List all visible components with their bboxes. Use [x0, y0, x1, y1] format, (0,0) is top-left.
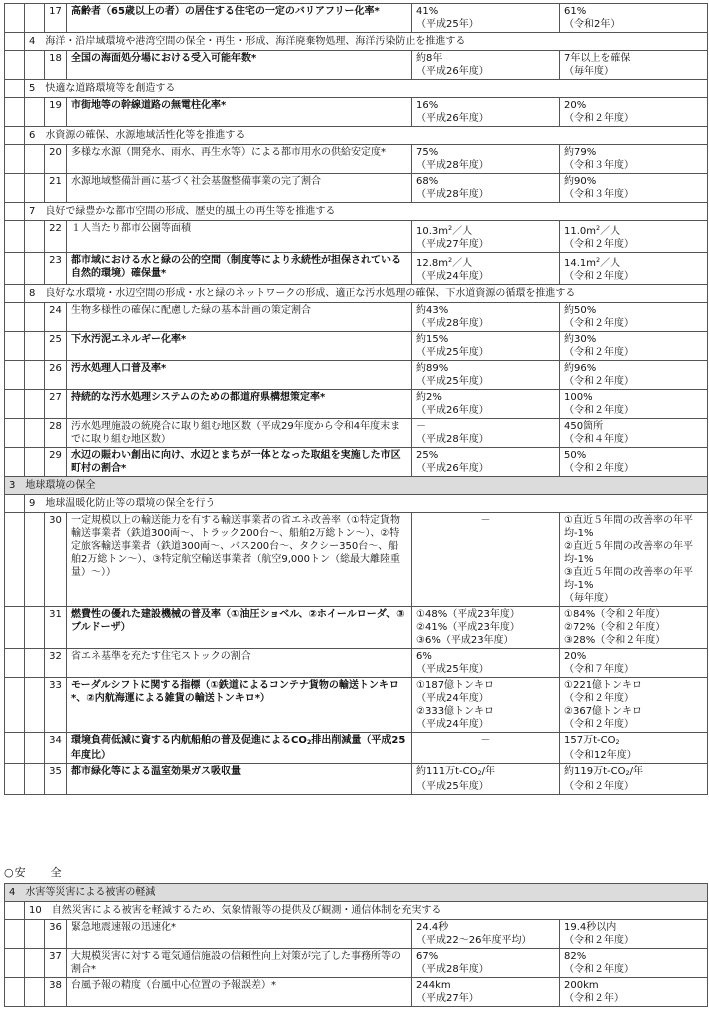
target-value: [560, 174, 708, 203]
indicator-description: 都市緑化等による温室効果ガス吸収量: [67, 764, 412, 795]
baseline-line: 75%: [416, 147, 439, 158]
target-line: 20%: [564, 100, 587, 111]
indent-cell: [25, 678, 45, 733]
policy-row: [5, 495, 708, 513]
target-value: [560, 448, 708, 477]
indicator-description: 生物多様性の確保に配慮した緑の基本計画の策定割合: [67, 303, 412, 332]
baseline-line: $10.3m^2/$人: [416, 224, 473, 237]
target-value: [560, 978, 708, 1007]
target-line: ③直近５年間の改善率の年平均-1%: [564, 567, 693, 591]
indicator-row: [5, 390, 708, 419]
indicator-number: 24: [45, 303, 67, 332]
indicator-description: 全国の海面処分場における受入可能年数*: [67, 51, 412, 80]
baseline-line: 約43%: [416, 305, 449, 316]
indent-cell: [25, 4, 45, 33]
goal-row: [5, 477, 708, 495]
indent-cell: [25, 978, 45, 1007]
target-value: [560, 764, 708, 795]
indent-cell: [25, 649, 45, 678]
baseline-line: －: [416, 421, 426, 432]
target-line: 157万t-CO2: [564, 735, 620, 746]
baseline-line: ③6%（平成23年度）: [416, 635, 514, 646]
target-line: （令和２年度）: [564, 318, 634, 329]
target-line: （令和２年度）: [564, 405, 634, 416]
target-line: （令和７年度）: [564, 664, 634, 675]
indent-cell: [25, 733, 45, 764]
policy-label: 4 海洋・沿岸域環境や港湾空間の保全・再生・形成、海洋廃棄物処理、海洋汚染防止を推進する: [25, 33, 708, 51]
policy-label: 9 地球温暖化防止等の環境の保全を行う: [25, 495, 708, 513]
target-line: 82%: [564, 951, 587, 962]
target-line: （令和２年）: [564, 993, 624, 1004]
target-line: ③28%（令和２年度）: [564, 635, 666, 646]
indent-cell: [25, 419, 45, 448]
indent-cell: [25, 448, 45, 477]
target-value: [560, 253, 708, 285]
indent-cell: [25, 764, 45, 795]
baseline-line: 25%: [416, 450, 439, 461]
policy-row: [5, 33, 708, 51]
indicator-number: 32: [45, 649, 67, 678]
baseline-value: [412, 174, 560, 203]
target-line: 約90%: [564, 176, 597, 187]
baseline-line: （平成24年度）: [416, 719, 489, 730]
target-line: 7年以上を確保: [564, 53, 631, 64]
indent-cell: [5, 949, 25, 978]
indicator-description: 緊急地震速報の迅速化*: [67, 920, 412, 949]
target-line: $14.1m^2/$人: [564, 256, 621, 269]
baseline-value: [412, 98, 560, 127]
indicator-description: モーダルシフトに関する指標（①鉄道によるコンテナ貨物の輸送トンキロ*、②内航海運による雑貨の輸送トンキロ*）: [67, 678, 412, 733]
indent-cell: [5, 145, 25, 174]
indicator-row: [5, 174, 708, 203]
baseline-value: [412, 332, 560, 361]
baseline-line: 68%: [416, 176, 439, 187]
indicator-number: 34: [45, 733, 67, 764]
indent-cell: [5, 174, 25, 203]
target-value: [560, 920, 708, 949]
baseline-line: （平成28年度）: [416, 160, 489, 171]
indicator-number: 17: [45, 4, 67, 33]
baseline-value: [412, 978, 560, 1007]
baseline-line: －: [480, 735, 491, 746]
indicator-number: 33: [45, 678, 67, 733]
indent-cell: [5, 33, 25, 51]
target-line: （令和２年度）: [564, 935, 634, 946]
indent-cell: [5, 902, 25, 920]
policy-row: [5, 203, 708, 221]
indicator-number: 20: [45, 145, 67, 174]
target-line: （毎年度）: [564, 593, 614, 604]
indent-cell: [5, 303, 25, 332]
goal-label: 4 水害等災害による被害の軽減: [5, 884, 708, 902]
indent-cell: [5, 4, 25, 33]
indicator-row: [5, 332, 708, 361]
indicator-row: [5, 51, 708, 80]
baseline-line: ①187億トンキロ: [416, 680, 495, 691]
indent-cell: [25, 920, 45, 949]
baseline-line: （平成25年度）: [416, 376, 489, 387]
target-value: [560, 678, 708, 733]
policy-label: 5 快適な道路環境等を創造する: [25, 80, 708, 98]
baseline-line: （平成27年度）: [416, 239, 489, 250]
target-line: 約119万t-CO2/年: [564, 766, 643, 777]
target-value: [560, 145, 708, 174]
indicator-number: 18: [45, 51, 67, 80]
indicator-description: 水辺の賑わい創出に向け、水辺とまちが一体となった取組を実施した市区町村の割合*: [67, 448, 412, 477]
target-line: 約30%: [564, 334, 597, 345]
target-value: [560, 949, 708, 978]
baseline-value: [412, 419, 560, 448]
target-line: ②直近５年間の改善率の年平均-1%: [564, 541, 693, 565]
indicator-number: 21: [45, 174, 67, 203]
indicator-description: 都市域における水と緑の公的空間（制度等により永続性が担保されている自然的環境）確保量*: [67, 253, 412, 285]
indicator-number: 29: [45, 448, 67, 477]
target-line: （令和２年度）: [564, 271, 634, 282]
baseline-line: （平成25年度）: [416, 781, 489, 792]
indent-cell: [5, 607, 25, 649]
target-line: ②367億トンキロ: [564, 706, 643, 717]
indicator-row: [5, 221, 708, 253]
indent-cell: [5, 733, 25, 764]
baseline-line: （平成28年度）: [416, 189, 489, 200]
baseline-line: 67%: [416, 951, 439, 962]
policy-row: [5, 285, 708, 303]
policy-row: [5, 127, 708, 145]
target-line: 約50%: [564, 305, 597, 316]
indent-cell: [5, 678, 25, 733]
goal-label: 3 地球環境の保全: [5, 477, 708, 495]
indicator-row: [5, 253, 708, 285]
baseline-line: （平成26年度）: [416, 66, 489, 77]
indent-cell: [25, 332, 45, 361]
indicator-row: [5, 764, 708, 795]
indicator-row: [5, 145, 708, 174]
indicator-number: 38: [45, 978, 67, 1007]
indent-cell: [5, 978, 25, 1007]
baseline-line: （平成22～26年度平均）: [416, 935, 532, 946]
indent-cell: [5, 390, 25, 419]
baseline-value: [412, 764, 560, 795]
indicator-description: 多様な水源（開発水、雨水、再生水等）による都市用水の供給安定度*: [67, 145, 412, 174]
indicator-number: 28: [45, 419, 67, 448]
indicator-row: [5, 303, 708, 332]
baseline-line: （平成25年度）: [416, 347, 489, 358]
baseline-line: （平成27年）: [416, 993, 479, 1004]
baseline-line: 16%: [416, 100, 439, 111]
indent-cell: [25, 145, 45, 174]
target-line: （令和２年度）: [564, 347, 634, 358]
indent-cell: [5, 98, 25, 127]
indent-cell: [5, 448, 25, 477]
indent-cell: [25, 51, 45, 80]
baseline-line: 約89%: [416, 363, 449, 374]
target-line: （令和２年度）: [564, 781, 634, 792]
baseline-line: 6%: [416, 651, 432, 662]
baseline-value: [412, 253, 560, 285]
target-line: 200km: [564, 980, 599, 991]
indicator-row: [5, 978, 708, 1007]
baseline-value: [412, 4, 560, 33]
indicator-description: 一定規模以上の輸送能力を有する輸送事業者の省エネ改善率（①特定貨物輸送事業者（鉄道300両～、トラック200台～、船舶2万総トン～）、②特定旅客輸送事業者（鉄道300両～、バス200台～、タクシー350台～、船舶2万総トン～）、③特定航空輸送事業者（航空9,000トン（総最大離陸重量）～））: [67, 513, 412, 607]
indicator-description: 水源地域整備計画に基づく社会基盤整備事業の完了割合: [67, 174, 412, 203]
target-line: ①84%（令和２年度）: [564, 609, 666, 620]
indent-cell: [25, 607, 45, 649]
indicator-number: 27: [45, 390, 67, 419]
indicator-row: [5, 419, 708, 448]
policy-label: 8 良好な水環境・水辺空間の形成・水と緑のネットワークの形成、適正な汚水処理の確保、下水道資源の循環を推進する: [25, 285, 708, 303]
indicator-description: 省エネ基準を充たす住宅ストックの割合: [67, 649, 412, 678]
indicator-row: [5, 4, 708, 33]
indicator-description: 燃費性の優れた建設機械の普及率（①油圧ショベル、②ホイールローダ、③ブルドーザ）: [67, 607, 412, 649]
target-line: （令和２年度）: [564, 239, 634, 250]
baseline-line: 約2%: [416, 392, 442, 403]
target-line: （令和２年度）: [564, 113, 634, 124]
target-line: （令和４年度）: [564, 434, 634, 445]
indent-cell: [25, 390, 45, 419]
indicator-number: 37: [45, 949, 67, 978]
baseline-value: [412, 949, 560, 978]
target-line: （毎年度）: [564, 66, 614, 77]
baseline-line: ②41%（平成23年度）: [416, 622, 520, 633]
baseline-line: （平成26年度）: [416, 463, 489, 474]
target-line: 20%: [564, 651, 587, 662]
target-line: ②72%（令和２年度）: [564, 622, 666, 633]
baseline-line: （平成26年度）: [416, 113, 489, 124]
indent-cell: [5, 51, 25, 80]
target-line: ①直近５年間の改善率の年平均-1%: [564, 515, 693, 539]
indicator-description: 持続的な汚水処理システムのための都道府県構想策定率*: [67, 390, 412, 419]
policy-row: [5, 902, 708, 920]
baseline-line: 約111万t-CO2/年: [416, 766, 495, 777]
policy-row: [5, 80, 708, 98]
target-value: [560, 98, 708, 127]
indent-cell: [25, 949, 45, 978]
target-value: [560, 332, 708, 361]
indent-cell: [5, 764, 25, 795]
policy-label: 10 自然災害による被害を軽減するため、気象情報等の提供及び観測・通信体制を充実する: [25, 902, 708, 920]
target-value: [560, 303, 708, 332]
indicator-number: 31: [45, 607, 67, 649]
indent-cell: [5, 495, 25, 513]
baseline-value: [412, 303, 560, 332]
indicator-number: 26: [45, 361, 67, 390]
indent-cell: [25, 513, 45, 607]
baseline-value: [412, 221, 560, 253]
policy-label: 6 水資源の確保、水源地域活性化等を推進する: [25, 127, 708, 145]
indent-cell: [25, 174, 45, 203]
baseline-value: [412, 513, 560, 607]
target-value: [560, 51, 708, 80]
target-line: （令和３年度）: [564, 189, 634, 200]
indicator-row: [5, 98, 708, 127]
indicator-row: [5, 361, 708, 390]
indicator-description: 大規模災害に対する電気通信施設の信頼性向上対策が完了した事務所等の割合*: [67, 949, 412, 978]
indent-cell: [5, 332, 25, 361]
target-value: [560, 361, 708, 390]
target-value: [560, 513, 708, 607]
baseline-value: [412, 607, 560, 649]
indicator-description: 環境負荷低減に資する内航船舶の普及促進によるCO2排出削減量（平成25年度比）: [67, 733, 412, 764]
indent-cell: [25, 98, 45, 127]
target-line: ①221億トンキロ: [564, 680, 643, 691]
policy-label: 7 良好で緑豊かな都市空間の形成、歴史的風土の再生等を推進する: [25, 203, 708, 221]
baseline-value: [412, 51, 560, 80]
target-value: [560, 733, 708, 764]
target-line: （令和２年度）: [564, 376, 634, 387]
target-line: （令和2年）: [564, 19, 621, 30]
indicator-number: 35: [45, 764, 67, 795]
indent-cell: [25, 221, 45, 253]
baseline-value: [412, 361, 560, 390]
baseline-line: 約15%: [416, 334, 449, 345]
indicator-number: 23: [45, 253, 67, 285]
indent-cell: [25, 361, 45, 390]
indicator-row: [5, 649, 708, 678]
baseline-value: [412, 649, 560, 678]
indicator-description: 台風予報の精度（台風中心位置の予報誤差）*: [67, 978, 412, 1007]
target-line: 50%: [564, 450, 587, 461]
target-line: （令和２年度）: [564, 719, 634, 730]
baseline-line: 24.4秒: [416, 922, 449, 933]
indicator-number: 30: [45, 513, 67, 607]
target-line: 約96%: [564, 363, 597, 374]
indicator-number: 22: [45, 221, 67, 253]
indent-cell: [5, 361, 25, 390]
indicator-description: 汚水処理施設の統廃合に取り組む地区数（平成29年度から令和4年度末までに取り組む地区数）: [67, 419, 412, 448]
target-value: [560, 390, 708, 419]
baseline-line: －: [480, 515, 491, 526]
target-value: [560, 221, 708, 253]
target-value: [560, 4, 708, 33]
baseline-line: （平成24年度）: [416, 271, 489, 282]
indicator-description: 市街地等の幹線道路の無電柱化率*: [67, 98, 412, 127]
baseline-line: （平成25年）: [416, 19, 479, 30]
target-line: （令和２年度）: [564, 463, 634, 474]
indent-cell: [5, 253, 25, 285]
indent-cell: [5, 513, 25, 607]
indent-cell: [5, 203, 25, 221]
baseline-value: [412, 920, 560, 949]
target-value: [560, 649, 708, 678]
baseline-value: [412, 733, 560, 764]
baseline-line: （平成26年度）: [416, 405, 489, 416]
target-value: [560, 607, 708, 649]
indicator-row: [5, 733, 708, 764]
target-line: 61%: [564, 6, 587, 17]
target-line: （令和３年度）: [564, 160, 634, 171]
baseline-line: （平成24年度）: [416, 693, 489, 704]
baseline-line: 244km: [416, 980, 451, 991]
indicator-row: [5, 678, 708, 733]
target-line: （令和２年度）: [564, 964, 634, 975]
target-value: [560, 419, 708, 448]
baseline-value: [412, 145, 560, 174]
indent-cell: [5, 285, 25, 303]
indent-cell: [5, 127, 25, 145]
indicator-row: [5, 920, 708, 949]
indent-cell: [5, 920, 25, 949]
target-line: $11.0m^2/$人: [564, 224, 621, 237]
measures-table-safety: [4, 883, 708, 1007]
indicator-number: 25: [45, 332, 67, 361]
baseline-line: （平成28年度）: [416, 318, 489, 329]
indent-cell: [5, 221, 25, 253]
indicator-row: [5, 448, 708, 477]
indent-cell: [5, 80, 25, 98]
baseline-value: [412, 448, 560, 477]
baseline-line: ①48%（平成23年度）: [416, 609, 520, 620]
target-line: 19.4秒以内: [564, 922, 617, 933]
baseline-line: 41%: [416, 6, 439, 17]
target-line: （令和２年度）: [564, 693, 634, 704]
baseline-line: （平成28年度）: [416, 964, 489, 975]
baseline-value: [412, 390, 560, 419]
indicator-row: [5, 607, 708, 649]
indicator-row: [5, 513, 708, 607]
baseline-line: ②333億トンキロ: [416, 706, 495, 717]
indicator-number: 36: [45, 920, 67, 949]
baseline-line: （平成28年度）: [416, 434, 489, 445]
measures-table-environment: [4, 3, 708, 795]
indent-cell: [5, 649, 25, 678]
safety-section-label: ○安 全: [4, 866, 63, 879]
goal-row: [5, 884, 708, 902]
target-line: 450箇所: [564, 421, 604, 432]
baseline-line: $12.8m^2/$人: [416, 256, 473, 269]
target-line: 100%: [564, 392, 593, 403]
indicator-description: 高齢者（65歳以上の者）の居住する住宅の一定のバリアフリー化率*: [67, 4, 412, 33]
indent-cell: [25, 303, 45, 332]
indicator-number: 19: [45, 98, 67, 127]
indicator-description: 下水汚泥エネルギー化率*: [67, 332, 412, 361]
indent-cell: [25, 253, 45, 285]
baseline-line: （平成25年度）: [416, 664, 489, 675]
indent-cell: [5, 419, 25, 448]
baseline-value: [412, 678, 560, 733]
baseline-line: 約8年: [416, 53, 443, 64]
target-line: （令和12年度）: [564, 750, 637, 761]
indicator-row: [5, 949, 708, 978]
indicator-description: 汚水処理人口普及率*: [67, 361, 412, 390]
indicator-description: １人当たり都市公園等面積: [67, 221, 412, 253]
target-line: 約79%: [564, 147, 597, 158]
